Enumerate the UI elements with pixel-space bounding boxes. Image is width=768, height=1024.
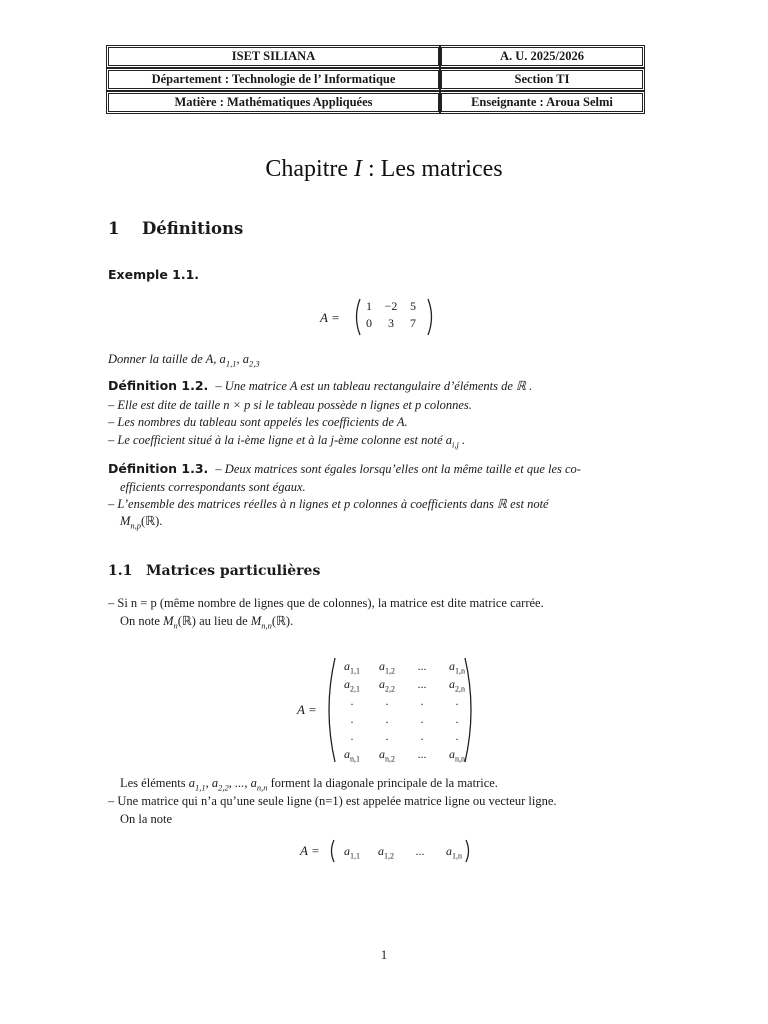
- header-school: ISET SILIANA: [108, 47, 439, 66]
- section-label: Définitions: [142, 219, 244, 238]
- chapter-title: [0, 156, 768, 183]
- square-matrix-cell: .: [350, 711, 354, 726]
- definition-1-2-line-3: – Les nombres du tableau sont appelés les coefficients de A.: [108, 415, 408, 429]
- example-question: Donner la taille de A, $a_{1,1}$, $a_{2,3}$: [108, 352, 260, 369]
- definition-1-3-line-4: [120, 513, 162, 535]
- square-matrix-cell: ...: [417, 676, 427, 691]
- square-matrix-cell: .: [420, 729, 424, 743]
- row-matrix-cell: $a_{1,n}$: [446, 844, 462, 861]
- square-matrix-cell: ...: [417, 659, 427, 673]
- header-row-3: [107, 93, 644, 114]
- header-department: Département : Technologie de l’ Informatique: [108, 70, 439, 89]
- chapter-title-prefix: Chapitre: [265, 156, 348, 182]
- header-row-1: [107, 47, 644, 68]
- square-matrix-cell: $a_{2,2}$: [379, 676, 395, 693]
- matrix-a-cell: 5: [410, 299, 416, 313]
- row-matrix-label: A =: [300, 843, 320, 858]
- square-matrix-cell: .: [385, 694, 389, 708]
- subsection-number: 1.1: [108, 563, 133, 579]
- set-symbol: M: [120, 514, 131, 528]
- square-matrix-cell: $a_{n,1}$: [344, 746, 360, 763]
- row-matrix-cell: $a_{1,1}$: [344, 844, 360, 861]
- square-matrix-cell: $a_{2,1}$: [344, 676, 360, 693]
- definition-1-2-line-4: [108, 432, 465, 454]
- square-matrix-line-1: – Si n = p (même nombre de lignes que de colonnes), la matrice est dite matrice carrée.: [108, 596, 544, 610]
- definition-1-2-text-1: – Une matrice A est un tableau rectangulaire d’éléments de ℝ .: [215, 379, 533, 393]
- definition-1-3-label: Définition 1.3.: [108, 461, 209, 476]
- definition-1-2-text-4: – Le coefficient situé à la i-ème ligne et à la j-ème colonne est noté a: [108, 433, 452, 447]
- note-mid: (ℝ) au lieu de: [177, 614, 251, 628]
- square-matrix-cell: ...: [417, 746, 427, 761]
- square-matrix-cell: .: [385, 729, 389, 743]
- matrix-a-label: A =: [320, 310, 340, 325]
- definition-1-2-line-1: [108, 378, 532, 395]
- header-section: Section TI: [441, 70, 643, 89]
- definition-1-2-line-2: – Elle est dite de taille n × p si le tableau possède n lignes et p colonnes.: [108, 398, 472, 412]
- square-matrix-cell: $a_{2,n}$: [449, 676, 465, 693]
- square-matrix-line-2: [120, 613, 293, 635]
- matrix-a-cell: 1: [366, 299, 372, 313]
- matrix-a-cell: 0: [366, 316, 372, 330]
- row-matrix-cell: ...: [415, 844, 425, 858]
- row-matrix-line-2: On la note: [120, 812, 173, 826]
- square-matrix-cell: .: [350, 694, 354, 708]
- note-m1: M: [163, 614, 174, 628]
- diagonal-elements: $a_{1,1}$, $a_{2,2}$, ..., $a_{n,n}$: [188, 776, 268, 793]
- diagonal-prefix: Les éléments: [120, 776, 189, 790]
- matrix-a-cell: −2: [384, 299, 398, 313]
- note-end: (ℝ).: [271, 614, 294, 628]
- header-row-2: [107, 70, 644, 91]
- square-matrix-cell: .: [420, 694, 424, 708]
- matrix-a-cell: 7: [410, 316, 416, 330]
- set-suffix: (ℝ).: [141, 514, 163, 528]
- matrix-a-cell: 3: [388, 316, 394, 330]
- square-matrix-cell: .: [350, 729, 354, 743]
- square-matrix-cell: .: [420, 711, 424, 726]
- square-matrix-cell: $a_{n,n}$: [449, 746, 465, 763]
- section-heading: [108, 219, 243, 238]
- subsection-label: Matrices particulières: [146, 563, 321, 579]
- definition-1-2-text-4-end: .: [458, 433, 466, 447]
- square-matrix-cell: $a_{1,n}$: [449, 659, 465, 676]
- row-matrix-line-1: – Une matrice qui n’a qu’une seule ligne (n=1) est appelée matrice ligne ou vecteur ligne.: [108, 794, 557, 808]
- chapter-title-number: I: [354, 156, 362, 182]
- header-teacher: Enseignante : Aroua Selmi: [441, 93, 643, 112]
- section-number: 1: [108, 219, 120, 238]
- square-matrix-cell: $a_{1,1}$: [344, 659, 360, 676]
- square-matrix-cell: .: [455, 694, 459, 708]
- note-prefix: On note: [120, 614, 164, 628]
- note-m2: M: [250, 614, 262, 628]
- definition-1-3-line-2: efficients correspondants sont égaux.: [120, 480, 306, 494]
- page-number: 1: [380, 948, 388, 962]
- note-sub2: n,n: [261, 620, 272, 631]
- definition-1-3-text-1: – Deux matrices sont égales lorsqu’elles ont la même taille et que les co-: [215, 462, 581, 476]
- coefficient-subscript: i,j: [452, 439, 459, 450]
- example-label: Exemple 1.1.: [108, 267, 200, 282]
- subsection-heading: [108, 563, 320, 579]
- chapter-title-suffix: : Les matrices: [368, 156, 503, 182]
- row-matrix-cell: $a_{1,2}$: [378, 844, 394, 861]
- header-subject: Matière : Mathématiques Appliquées: [108, 93, 439, 112]
- definition-1-3-line-1: [108, 461, 581, 478]
- square-matrix-cell: .: [455, 711, 459, 726]
- square-matrix-cell: $a_{1,2}$: [379, 659, 395, 676]
- definition-1-2-label: Définition 1.2.: [108, 378, 209, 393]
- square-matrix-cell: .: [385, 711, 389, 726]
- definition-1-3-line-3: – L’ensemble des matrices réelles à n lignes et p colonnes à coefficients dans ℝ est noté: [108, 497, 549, 511]
- diagonal-suffix: forment la diagonale principale de la matrice.: [267, 776, 498, 790]
- square-matrix-cell: .: [455, 729, 459, 743]
- header-academic-year: A. U. 2025/2026: [441, 47, 643, 66]
- note-sub1: n: [173, 620, 178, 631]
- set-subscript: n,p: [130, 520, 142, 531]
- square-matrix-label: A =: [297, 702, 317, 717]
- square-matrix-cell: $a_{n,2}$: [379, 746, 395, 763]
